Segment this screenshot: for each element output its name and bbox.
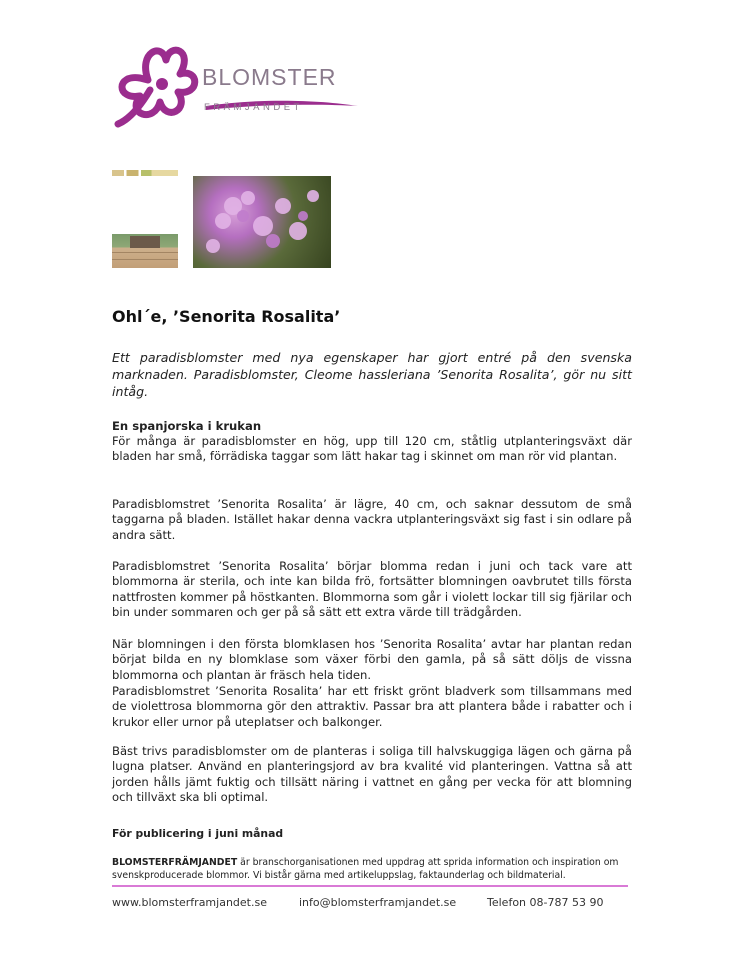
logo-subtitle: FRÄMJANDET xyxy=(204,102,303,113)
paragraph: För många är paradisblomster en hög, upp till 120 cm, ståtlig utplanteringsväxt där bladen har små, förrädiska taggar som lätt hakar tag i skinnet om man rör vid plantan. xyxy=(112,434,632,464)
strip-thumbnail xyxy=(112,170,178,176)
email-link[interactable]: info@blomsterframjandet.se xyxy=(299,896,457,909)
paragraph: Paradisblomstret ’Senorita Rosalita’ är lägre, 40 cm, och saknar dessutom de små taggarna på bladen. Istället hakar denna vackra utplanteringsväxt sig fast i sin odlare på andra sätt. xyxy=(112,497,632,542)
cleome-flower-photo xyxy=(193,176,331,268)
article-title: Ohl´e, ’Senorita Rosalita’ xyxy=(112,307,341,326)
logo-wordmark: BLOMSTER xyxy=(202,64,337,90)
paragraph: Paradisblomstret ’Senorita Rosalita’ har ett friskt grönt bladverk som tillsammans med de violettrosa blommorna gör den attraktiv. Passar bra att plantera både i rabatter och i krukor eller urnor på uteplatser och balkonger. xyxy=(112,684,632,729)
section-heading: En spanjorska i krukan xyxy=(112,419,262,433)
article-lead: Ett paradisblomster med nya egenskaper har gjort entré på den svenska marknaden. Paradisblomster, Cleome hassleriana ’Senorita Rosalita’, gör nu sitt intåg. xyxy=(112,350,632,399)
website-link[interactable]: www.blomsterframjandet.se xyxy=(112,896,267,909)
brick-planter-thumbnail xyxy=(112,234,178,268)
organisation-description xyxy=(112,856,632,882)
logo xyxy=(110,40,370,132)
paragraph: Bäst trivs paradisblomster om de planteras i soliga till halvskuggiga lägen och gärna på lugna platser. Använd en planteringsjord av bra kvalité vid planteringen. Vattna så att jorden hålls jämt fuktig och tillsätt näring i vattnet en gång per vecka för att blomning och tillväxt ska bli optimal. xyxy=(112,744,632,805)
org-name: BLOMSTERFRÄMJANDET xyxy=(112,857,238,868)
org-description: är branschorganisationen med uppdrag att sprida information och inspiration om svenskproducerade blommor. Vi bistår gärna med artikeluppslag, faktaunderlag och bildmaterial. xyxy=(112,857,619,881)
footer-divider xyxy=(112,885,628,887)
paragraph: När blomningen i den första blomklasen hos ’Senorita Rosalita’ avtar har plantan redan börjat bilda en ny blomklase som växer förbi den gamla, på så sätt döljs de vissna blommorna och plantan är fräsch hela tiden. xyxy=(112,637,632,682)
publish-note: För publicering i juni månad xyxy=(112,827,284,840)
phone-number: Telefon 08-787 53 90 xyxy=(487,896,604,909)
paragraph: Paradisblomstret ’Senorita Rosalita’ börjar blomma redan i juni och tack vare att blommorna är sterila, och inte kan bilda frö, fortsätter blomningen oavbrutet tills första nattfrosten kommer på höstkanten. Blommorna som går i violett lockar till sig fjärilar och bin under sommaren och ger på så sätt ett extra värde till trädgården. xyxy=(112,559,632,620)
